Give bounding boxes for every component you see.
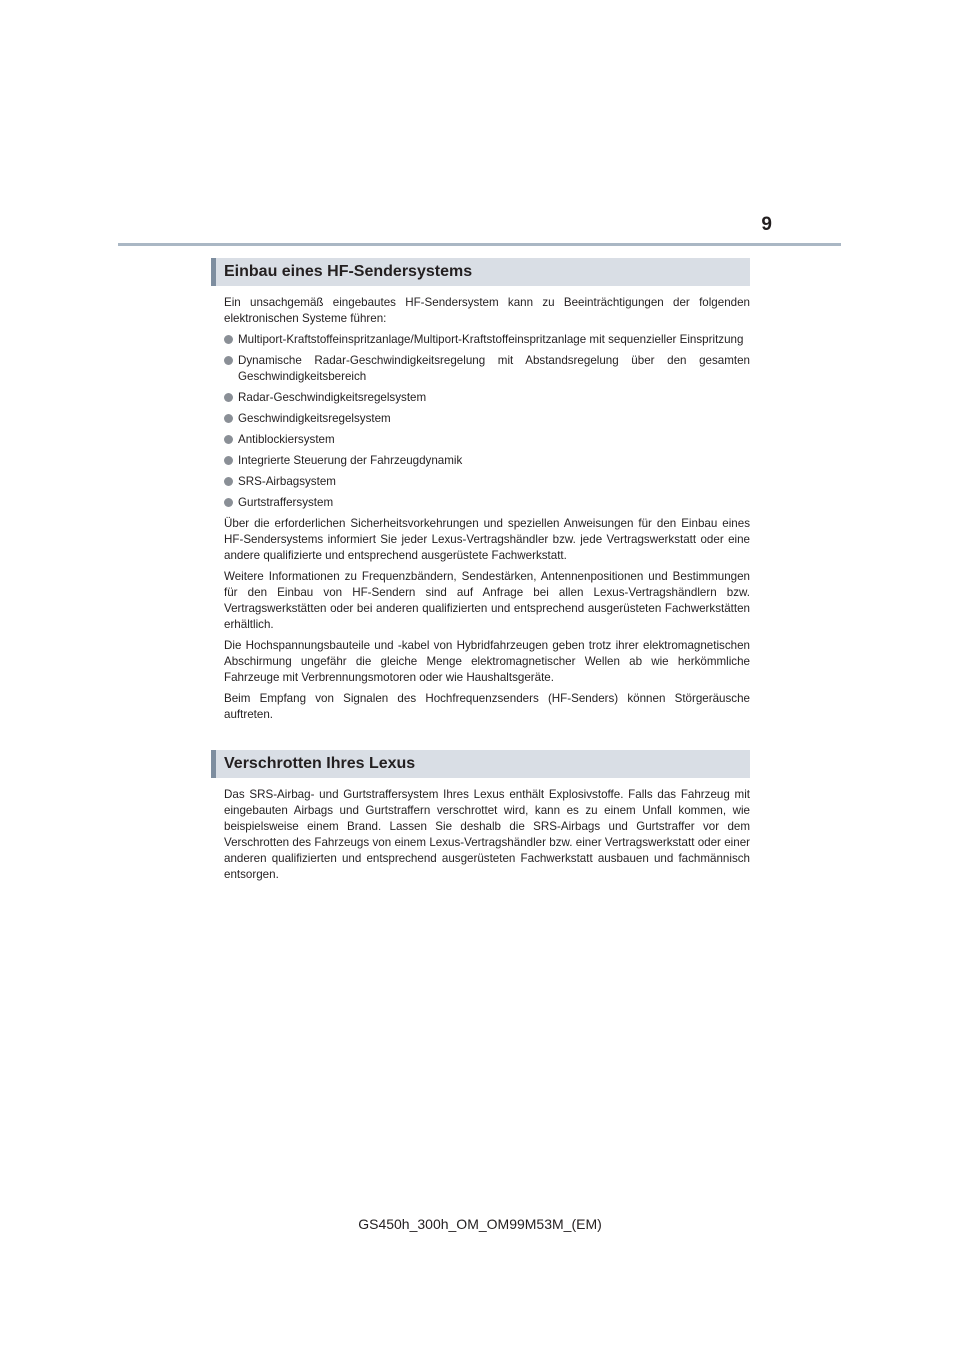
list-item-text: Gurtstraffersystem — [238, 496, 334, 509]
header-rule — [118, 243, 841, 246]
bullet-icon — [224, 498, 233, 507]
section-title-scrapping: Verschrotten Ihres Lexus — [211, 750, 750, 778]
list-item-text: Dynamische Radar-Geschwindigkeitsregelung mit Abstandsregelung über den gesamten Geschwindigkeitsbereich — [238, 354, 750, 383]
list-item-text: Integrierte Steuerung der Fahrzeugdynamik — [238, 454, 463, 467]
bullet-icon — [224, 356, 233, 365]
affected-systems-list — [224, 332, 750, 511]
page-number: 9 — [761, 214, 772, 235]
list-item — [224, 453, 750, 469]
list-item — [224, 390, 750, 406]
list-item — [224, 432, 750, 448]
list-item — [224, 474, 750, 490]
bullet-icon — [224, 456, 233, 465]
intro-paragraph: Ein unsachgemäß eingebautes HF-Sendersystem kann zu Beeinträchtigungen der folgenden elektronischen Systeme führen: — [224, 296, 750, 325]
bullet-icon — [224, 477, 233, 486]
body-paragraph: Beim Empfang von Signalen des Hochfrequenzsenders (HF-Senders) können Störgeräusche auftreten. — [224, 692, 750, 721]
list-item-text: Geschwindigkeitsregelsystem — [238, 412, 391, 425]
list-item — [224, 353, 750, 385]
body-paragraph: Das SRS-Airbag- und Gurtstraffersystem Ihres Lexus enthält Explosivstoffe. Falls das Fahrzeug mit eingebauten Airbags und Gurtstraffern verschrottet wird, kann es zu einem Unfall kommen, wie beispielsweise einem Brand. Lassen Sie deshalb die SRS-Airbags und Gurtstraffer vor dem Verschrotten des Fahrzeugs von einem Lexus-Vertragshändler bzw. einer Vertragswerkstatt oder einer anderen qualifizierten und entsprechend ausgerüsteten Fachwerkstatt ausbauen und fachmännisch entsorgen. — [224, 788, 750, 881]
list-item — [224, 411, 750, 427]
list-item-text: SRS-Airbagsystem — [238, 475, 336, 488]
list-item — [224, 495, 750, 511]
body-paragraph: Weitere Informationen zu Frequenzbändern, Sendestärken, Antennenpositionen und Bestimmungen für den Einbau von HF-Sendern sind auf Anfrage bei allen Lexus-Vertragshändlern bzw. Vertragswerkstätten oder bei anderen qualifizierten und entsprechend ausgerüsteten Fachwerkstätten erhältlich. — [224, 570, 750, 631]
list-item-text: Radar-Geschwindigkeitsregelsystem — [238, 391, 427, 404]
bullet-icon — [224, 335, 233, 344]
body-paragraph: Über die erforderlichen Sicherheitsvorkehrungen und speziellen Anweisungen für den Einbau eines HF-Sendersystems informiert Sie jeder Lexus-Vertragshändler bzw. jede Vertragswerkstatt oder eine andere qualifizierte und entsprechend ausgerüstete Fachwerkstatt. — [224, 517, 750, 562]
section-body-hf-transmitter — [224, 295, 750, 728]
list-item-text: Antiblockiersystem — [238, 433, 335, 446]
bullet-icon — [224, 414, 233, 423]
list-item-text: Multiport-Kraftstoffeinspritzanlage/Multiport-Kraftstoffeinspritzanlage mit sequenzieller Einspritzung — [238, 333, 744, 346]
bullet-icon — [224, 435, 233, 444]
bullet-icon — [224, 393, 233, 402]
body-paragraph: Die Hochspannungsbauteile und -kabel von Hybridfahrzeugen geben trotz ihrer elektromagnetischen Abschirmung ungefähr die gleiche Menge elektromagnetischer Wellen ab wie herkömmliche Fahrzeuge mit Verbrennungsmotoren oder wie Haushaltsgeräte. — [224, 639, 750, 684]
list-item — [224, 332, 750, 348]
section-title-hf-transmitter: Einbau eines HF-Sendersystems — [211, 258, 750, 286]
document-code: GS450h_300h_OM_OM99M53M_(EM) — [358, 1216, 602, 1232]
section-body-scrapping — [224, 787, 750, 888]
